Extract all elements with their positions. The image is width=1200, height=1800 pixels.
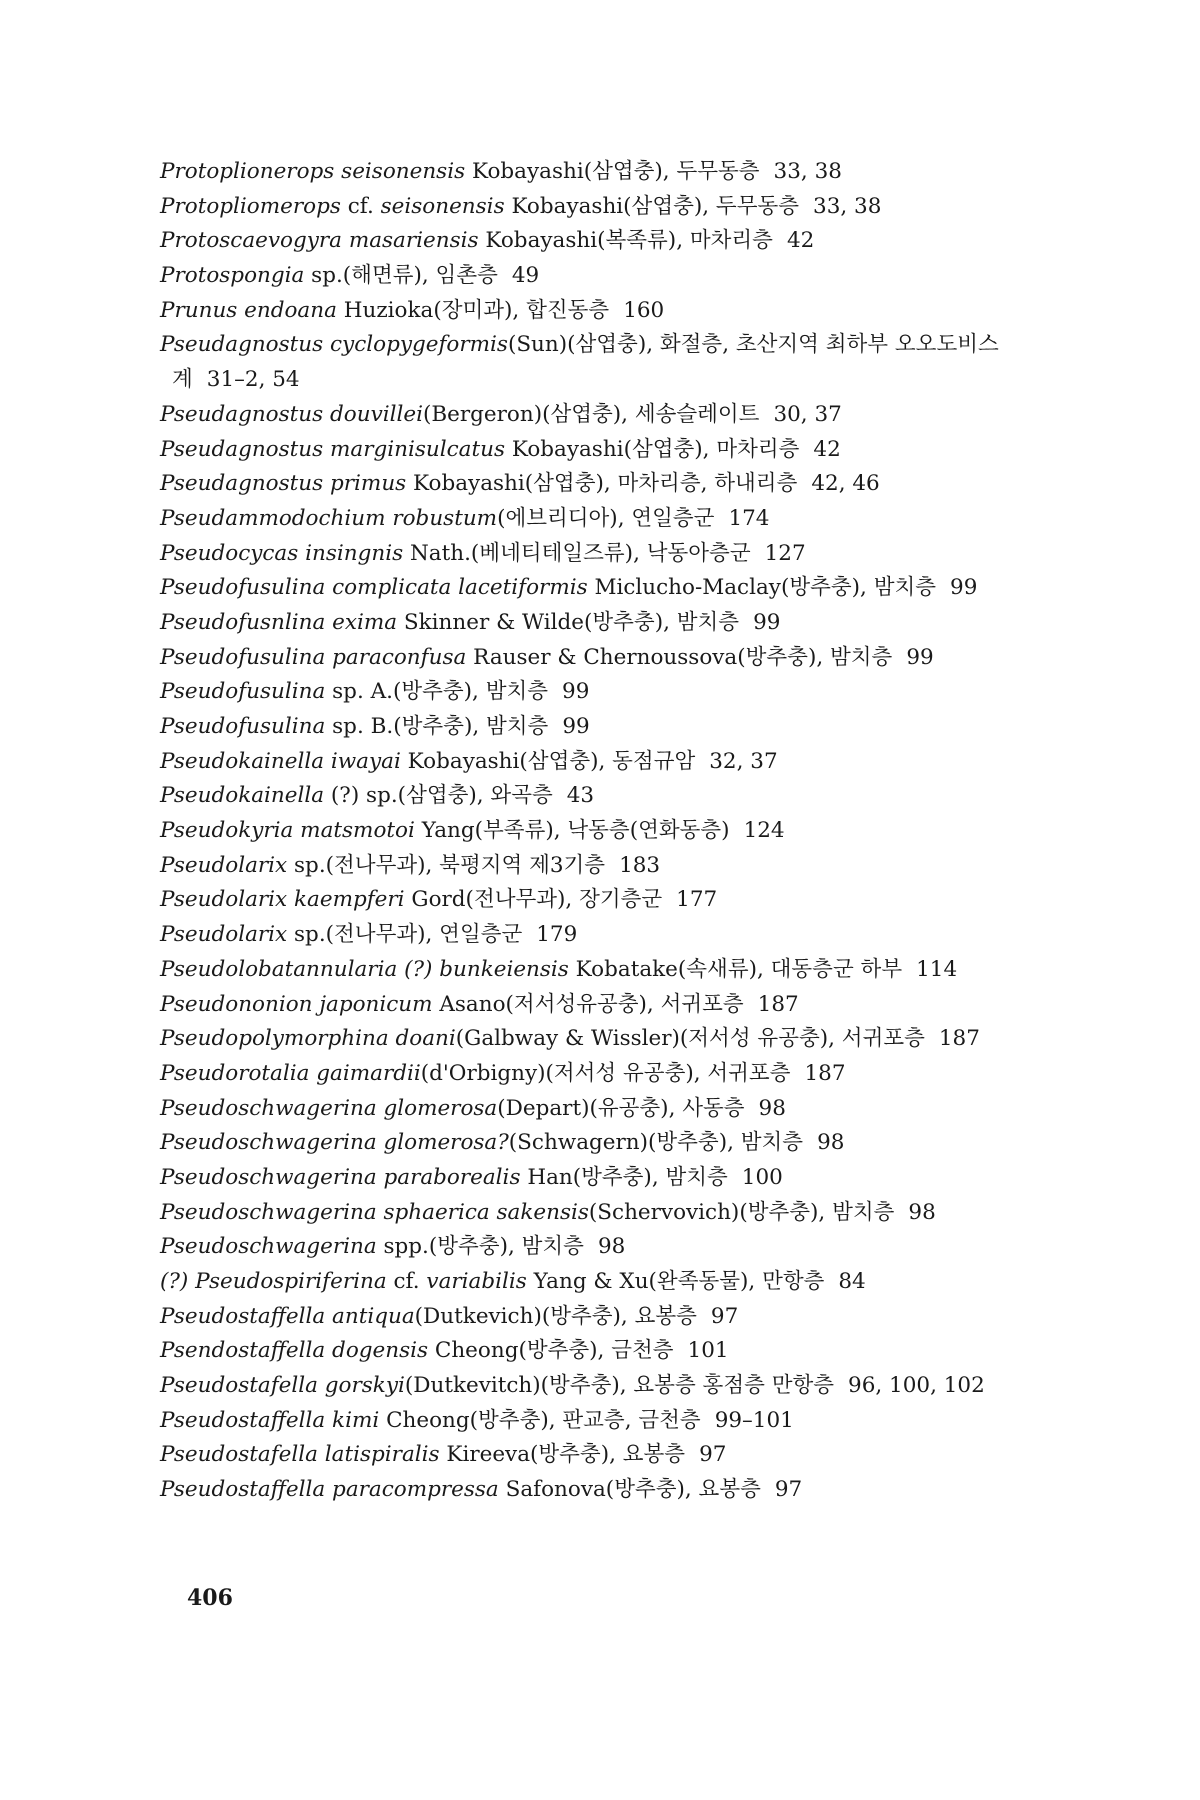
entry-description: Skinner & Wilde(방추충), 밤치층 [397, 609, 740, 635]
scientific-name: Pseudagnostus douvillei [160, 401, 423, 427]
scientific-name: (?) Pseudospiriferina [160, 1269, 387, 1294]
entry-description: Nath.(베네티테일즈류), 낙동아층군 [403, 540, 751, 566]
page-references: 97 [699, 1442, 727, 1468]
entry-description: cf. [386, 1269, 427, 1294]
index-entry [160, 467, 1100, 502]
page-references: 42, 46 [811, 471, 880, 497]
scientific-name: Pseudostaffella paracompressa [160, 1477, 499, 1503]
index-entry [160, 1473, 1100, 1508]
entry-description: Rauser & Chernoussova(방추충), 밤치층 [466, 644, 893, 670]
index-entry [160, 953, 1100, 988]
page-references: 98 [758, 1095, 786, 1121]
scientific-name-epithet: seisonensis [380, 193, 505, 219]
entry-description: Han(방추충), 밤치층 [520, 1164, 728, 1190]
index-entry [160, 537, 1100, 572]
page-references: 179 [536, 922, 578, 948]
index-entry [160, 328, 1100, 363]
page-references: 98 [597, 1234, 626, 1260]
scientific-name: Pseudokainella [160, 783, 325, 809]
entry-description: Miclucho-Maclay(방추충), 밤치층 [587, 575, 937, 601]
scientific-name: Pseudolarix kaempferi [160, 887, 405, 913]
entry-description: (?) sp.(삼엽충), 와곡층 [324, 783, 553, 809]
entry-description: Cheong(방추충), 판교층, 금천층 [379, 1407, 701, 1433]
scientific-name: Pseudokainella iwayai [160, 748, 401, 774]
scientific-name: Pseudammodochium robustum [160, 505, 498, 531]
entry-description: sp. B.(방추충), 밤치층 [325, 714, 549, 739]
page-references: 97 [774, 1477, 803, 1503]
scientific-name: Pseudocycas insingnis [160, 540, 404, 566]
entry-description: sp.(전나무과), 연일층군 [287, 922, 523, 948]
scientific-name: Pseudagnostus primus [160, 471, 407, 497]
index-entry [160, 745, 1100, 780]
page-references: 33, 38 [813, 193, 882, 219]
entry-description: Kireeva(방추충), 요봉층 [439, 1442, 686, 1468]
index-entry [160, 155, 1100, 190]
index-entry [160, 1092, 1100, 1127]
index-entry [160, 224, 1100, 259]
index-entry [160, 1057, 1100, 1092]
index-entry [160, 571, 1100, 606]
index-entry [160, 1022, 1100, 1057]
page-references: 174 [728, 505, 770, 531]
scientific-name: Pseudorotalia gaimardii [160, 1060, 421, 1086]
index-entry [160, 1161, 1100, 1196]
index-entry [160, 606, 1100, 641]
scientific-name: Pseudofusulina [160, 679, 326, 705]
index-entry [160, 1300, 1100, 1335]
entry-description: Cheong(방추충), 금천층 [428, 1338, 674, 1364]
index-entry [160, 710, 1100, 745]
scientific-name: Pseudagnostus cyclopygeformis [160, 332, 508, 358]
scientific-name: Pseudolarix [160, 852, 288, 878]
page-references: 160 [623, 297, 665, 323]
entry-description: (Dutkevich)(방추충), 요봉층 [414, 1303, 697, 1329]
page-references: 99 [906, 644, 934, 670]
entry-description: Kobatake(속새류), 대동층군 하부 [568, 956, 903, 982]
index-entry [160, 1230, 1100, 1265]
page-references: 31–2, 54 [206, 367, 300, 393]
scientific-name: Protoscaevogyra masariensis [160, 228, 479, 254]
index-entry [160, 433, 1100, 468]
scientific-name: Pseudononion japonicum [160, 991, 433, 1017]
entry-description: (Sun)(삼엽충), 화절층, 초산지역 최하부 오오도비스 [507, 332, 999, 358]
scientific-name: Pseudoschwagerina glomerosa [160, 1095, 498, 1121]
scientific-name: Pseudofusulina [160, 714, 326, 739]
entry-description: Yang(부족류), 낙동층(연화동층) [414, 818, 730, 844]
entry-description: (Schervovich)(방추충), 밤치층 [588, 1199, 895, 1225]
entry-description: Asano(저서성유공충), 서귀포층 [432, 991, 744, 1017]
scientific-name-epithet: variabilis [426, 1269, 527, 1294]
index-entry [160, 779, 1100, 814]
entry-description: (Galbway & Wissler)(저서성 유공충), 서귀포층 [455, 1026, 925, 1052]
entry-description: Kobayashi(삼엽충), 두무동층 [465, 159, 760, 184]
entry-description: Kobayashi(삼엽충), 동점규암 [400, 748, 696, 774]
index-entry [160, 918, 1100, 953]
page-references: 187 [757, 991, 799, 1017]
entry-description-cont: Kobayashi(삼엽충), 두무동층 [504, 193, 800, 219]
page-references: 99–101 [714, 1407, 794, 1433]
page-references: 127 [764, 540, 806, 566]
entry-description: Kobayashi(삼엽충), 마차리층 [505, 436, 800, 462]
scientific-name: Pseudagnostus marginisulcatus [160, 436, 505, 462]
entry-description: Safonova(방추충), 요봉층 [498, 1477, 761, 1503]
index-entry [160, 814, 1100, 849]
page-references: 101 [687, 1338, 729, 1364]
scientific-name: Psendostaffella dogensis [160, 1338, 429, 1364]
scientific-name: Pseudoschwagerina glomerosa? [160, 1130, 509, 1156]
index-entry [160, 259, 1100, 294]
index-entry [160, 1334, 1100, 1369]
page-references: 84 [838, 1269, 866, 1294]
scientific-name: Pseudostafella latispiralis [160, 1442, 440, 1468]
page-references: 99 [562, 679, 590, 705]
index-entry [160, 190, 1100, 225]
index-entry [160, 849, 1100, 884]
scientific-name: Protoplionerops seisonensis [160, 159, 466, 184]
page-references: 98 [908, 1199, 936, 1225]
page-references: 187 [938, 1026, 980, 1052]
scientific-name: Pseudostafella gorskyi [160, 1373, 405, 1399]
page-references: 100 [741, 1164, 783, 1190]
page-references: 124 [743, 818, 785, 844]
scientific-name: Pseudostaffella kimi [160, 1407, 380, 1433]
entry-description: sp.(전나무과), 북평지역 제3기층 [287, 852, 606, 878]
scientific-name: Pseudokyria matsmotoi [160, 818, 415, 844]
entry-description: sp.(해면류), 임촌층 [304, 263, 498, 289]
page-references: 96, 100, 102 [848, 1373, 985, 1399]
index-entry [160, 363, 1100, 398]
entry-description: (Bergeron)(삼엽충), 세송슬레이트 [422, 401, 760, 427]
scientific-name: Pseudoschwagerina sphaerica sakensis [160, 1199, 589, 1225]
page-references: 42 [786, 228, 815, 254]
index-entry [160, 502, 1100, 537]
scientific-name: Prunus endoana [160, 297, 337, 323]
page-references: 98 [817, 1130, 845, 1156]
page-references: 42 [813, 436, 841, 462]
page-references: 49 [511, 263, 540, 289]
page-references: 43 [566, 783, 595, 809]
entry-description: Kobayashi(복족류), 마차리층 [478, 228, 773, 254]
index-entry-list [160, 155, 1100, 1508]
scientific-name: Pseudoschwagerina [160, 1234, 377, 1260]
index-entry [160, 1438, 1100, 1473]
page-references: 183 [619, 852, 661, 878]
entry-description: Huzioka(장미과), 합진동층 [336, 297, 610, 323]
entry-description-cont: Yang & Xu(완족동물), 만항층 [526, 1269, 825, 1294]
entry-continuation: 계 [172, 367, 193, 393]
page-references: 32, 37 [709, 748, 778, 774]
scientific-name: Pseudoschwagerina paraborealis [160, 1164, 521, 1190]
scientific-name: Pseudofusnlina exima [160, 609, 398, 635]
page-references: 30, 37 [773, 401, 842, 427]
scientific-name: Protopliomerops [160, 193, 341, 219]
index-entry [160, 1369, 1100, 1404]
page-number: 406 [187, 1585, 233, 1611]
index-entry [160, 1126, 1100, 1161]
index-entry [160, 1196, 1100, 1231]
entry-description: Kobayashi(삼엽충), 마차리층, 하내리층 [406, 471, 798, 497]
index-entry [160, 1404, 1100, 1439]
scientific-name: Pseudopolymorphina doani [160, 1026, 456, 1052]
page-references: 97 [710, 1303, 739, 1329]
entry-description: spp.(방추충), 밤치층 [376, 1234, 584, 1260]
index-entry [160, 641, 1100, 676]
entry-description: (Depart)(유공충), 사동층 [497, 1095, 745, 1121]
entry-description: (Schwagern)(방추충), 밤치층 [508, 1130, 804, 1156]
page-references: 33, 38 [773, 159, 842, 184]
page-references: 187 [804, 1060, 846, 1086]
entry-description: Gord(전나무과), 장기층군 [404, 887, 663, 913]
index-entry [160, 675, 1100, 710]
page-references: 99 [753, 609, 781, 635]
entry-description: (d'Orbigny)(저서성 유공충), 서귀포층 [420, 1060, 791, 1086]
entry-description: (Dutkevitch)(방추충), 요봉층 홍점층 만항층 [404, 1373, 835, 1399]
index-entry [160, 1265, 1100, 1300]
entry-description: (에브리디아), 연일층군 [497, 505, 715, 531]
index-entry [160, 398, 1100, 433]
index-entry [160, 883, 1100, 918]
scientific-name: Pseudolobatannularia (?) bunkeiensis [160, 956, 569, 982]
page-references: 177 [676, 887, 718, 913]
scientific-name: Pseudofusulina complicata lacetiformis [160, 575, 588, 601]
index-entry [160, 988, 1100, 1023]
scientific-name: Pseudostaffella antiqua [160, 1303, 415, 1329]
page-references: 99 [562, 714, 590, 739]
scientific-name: Pseudofusulina paraconfusa [160, 644, 467, 670]
page-references: 99 [950, 575, 978, 601]
scientific-name: Protospongia [160, 263, 305, 289]
entry-description: sp. A.(방추충), 밤치층 [325, 679, 549, 705]
page-references: 114 [916, 956, 958, 982]
entry-description: cf. [340, 193, 381, 219]
index-entry [160, 294, 1100, 329]
scientific-name: Pseudolarix [160, 922, 288, 948]
